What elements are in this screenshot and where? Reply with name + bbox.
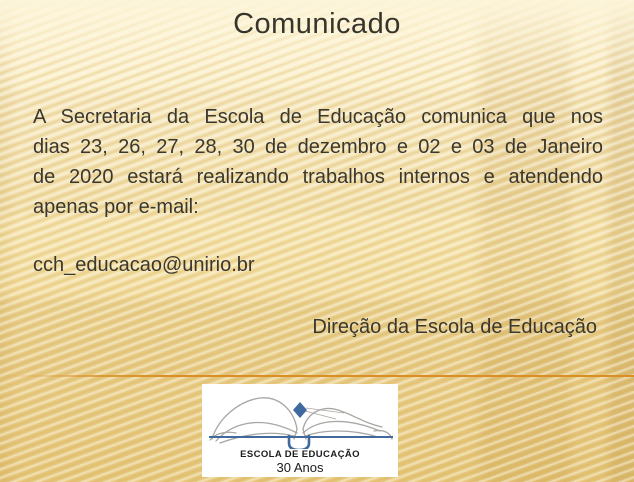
slide-title: Comunicado: [233, 8, 401, 40]
divider-rule: [0, 375, 634, 377]
diamond-icon: [293, 402, 307, 418]
paragraph-line: A Secretaria da Escola de Educação comunica que nos: [33, 106, 603, 128]
signature-line: Direção da Escola de Educação: [312, 316, 597, 338]
email-address: cch_educacao@unirio.br: [33, 254, 255, 276]
paragraph-line: de 2020 estará realizando trabalhos internos e atendendo: [33, 166, 603, 188]
logo-school-name: ESCOLA DE EDUCAÇÃO: [240, 449, 360, 460]
logo-anniversary: 30 Anos: [276, 460, 324, 475]
open-book-icon: [202, 385, 398, 449]
announcement-paragraph: [33, 102, 603, 222]
school-logo: [202, 384, 398, 477]
paragraph-line: dias 23, 26, 27, 28, 30 de dezembro e 02 e 03 de Janeiro: [33, 136, 603, 158]
paragraph-line: apenas por e-mail:: [33, 196, 199, 218]
